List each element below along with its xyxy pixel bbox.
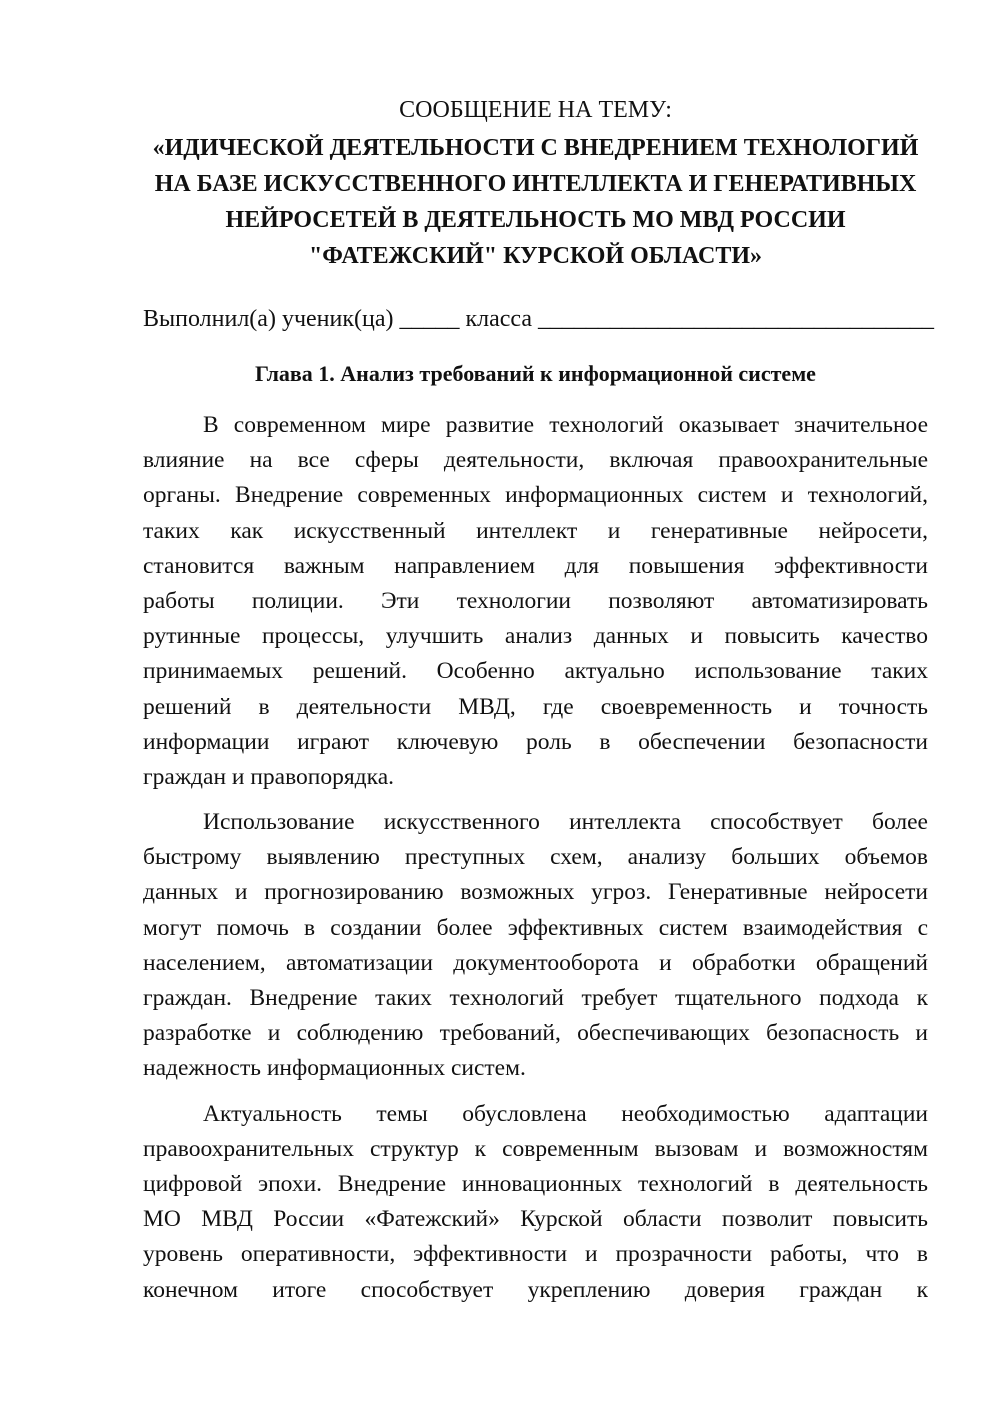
- document-page: [143, 92, 935, 1318]
- paragraph-line: Использование искусственного интеллекта способствует более: [203, 809, 928, 836]
- paragraph-line: надежность информационных систем.: [143, 1055, 526, 1082]
- paragraph-line: влияние на все сферы деятельности, включая правоохранительные: [143, 447, 928, 474]
- paragraph-line: правоохранительных структур к современным вызовам и возможностям: [143, 1135, 928, 1162]
- paragraph-line: могут помочь в создании более эффективных систем взаимодействия с: [143, 914, 928, 941]
- paragraph-line: Актуальность темы обусловлена необходимостью адаптации: [203, 1100, 928, 1127]
- paragraph-line: В современном мире развитие технологий оказывает значительное: [203, 412, 928, 438]
- paragraph-line: информации играют ключевую роль в обеспечении безопасности: [143, 728, 928, 755]
- paragraph-line: работы полиции. Эти технологии позволяют автоматизировать: [143, 587, 928, 614]
- title-line: НЕЙРОСЕТЕЙ В ДЕЯТЕЛЬНОСТЬ МО МВД РОССИИ: [225, 207, 846, 233]
- chapter-title: Глава 1. Анализ требований к информационной системе: [255, 361, 816, 386]
- paragraph-line: граждан и правопорядка.: [143, 763, 394, 790]
- paragraph-line: граждан. Внедрение таких технологий требует тщательного подхода к: [143, 985, 928, 1011]
- paragraph-line: решений в деятельности МВД, где своевременность и точность: [143, 693, 928, 720]
- paragraph-line: цифровой эпохи. Внедрение инновационных технологий в деятельность: [143, 1170, 928, 1197]
- paragraph-line: рутинные процессы, улучшить анализ данных и повысить качество: [143, 623, 928, 650]
- paragraph: [143, 1097, 928, 1308]
- paragraph-line: органы. Внедрение современных информационных систем и технологий,: [143, 482, 928, 509]
- paragraph-line: конечном итоге способствует укреплению доверия граждан к: [143, 1276, 928, 1303]
- paragraph-line: уровень оперативности, эффективности и прозрачности работы, что в: [143, 1241, 928, 1268]
- paragraph-line: становится важным направлением для повышения эффективности: [143, 552, 928, 579]
- paragraph-line: населением, автоматизации документооборота и обработки обращений: [143, 949, 928, 976]
- paragraph: [143, 408, 928, 795]
- title-line: "ФАТЕЖСКИЙ" КУРСКОЙ ОБЛАСТИ»: [308, 243, 763, 269]
- paragraph-line: таких как искусственный интеллект и генеративные нейросети,: [143, 517, 928, 544]
- paragraph-line: принимаемых решений. Особенно актуально использование таких: [143, 658, 928, 685]
- document-header: СООБЩЕНИЕ НА ТЕМУ:: [399, 97, 672, 123]
- title-line: «ИДИЧЕСКОЙ ДЕЯТЕЛЬНОСТИ С ВНЕДРЕНИЕМ ТЕХНОЛОГИЙ: [152, 135, 919, 161]
- title-line: НА БАЗЕ ИСКУССТВЕННОГО ИНТЕЛЛЕКТА И ГЕНЕРАТИВНЫХ: [154, 171, 917, 197]
- paragraph-line: быстрому выявлению преступных схем, анализу больших объемов: [143, 844, 928, 871]
- paragraph-line: разработке и соблюдению требований, обеспечивающих безопасность и: [143, 1020, 928, 1047]
- paragraph-line: МО МВД России «Фатежский» Курской области позволит повысить: [143, 1206, 928, 1233]
- paragraph-line: данных и прогнозированию возможных угроз. Генеративные нейросети: [143, 879, 928, 906]
- paragraph: [143, 805, 928, 1087]
- author-line: Выполнил(а) ученик(ца) _____ класса _________________________________: [143, 306, 935, 332]
- document-title: [143, 130, 928, 274]
